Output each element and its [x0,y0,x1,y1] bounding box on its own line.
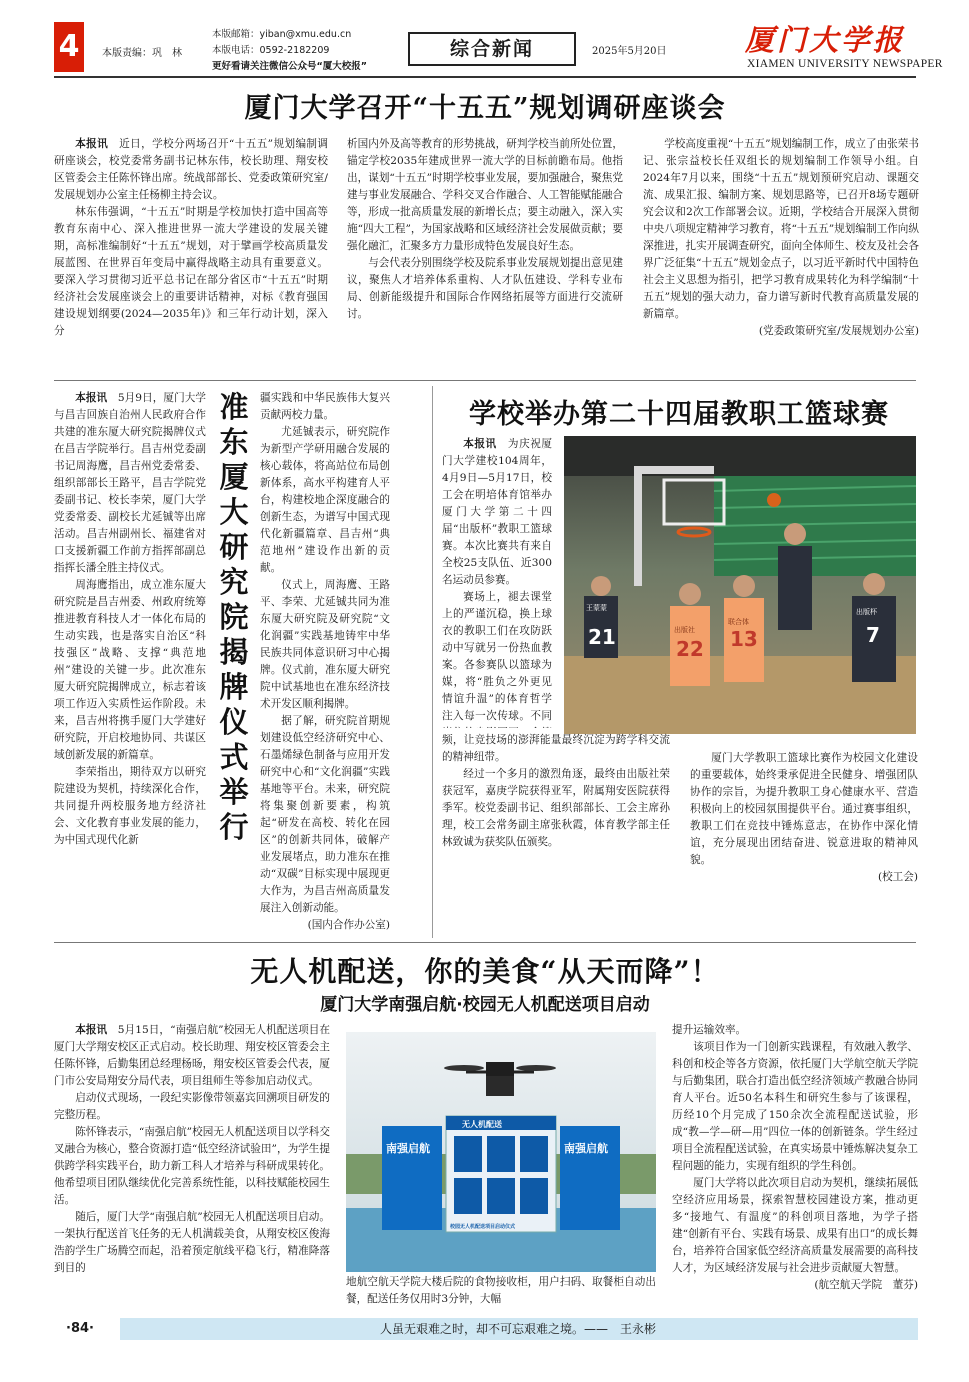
page-number-badge: 4 [54,22,84,72]
article3-right-p1: 厦门大学教职工篮球比赛作为校园文化建设的重要载体，始终秉承促进全民健身、增强团队协作的宗旨，为提升教职工身心健康水平、营造积极向上的校园氛围提供平台。通过赛事组织，教职工们在竞技中锤炼意志，在协作中深化情谊，充分展现出团结奋进、锐意进取的精神风貌。 [690,752,918,866]
article2-col1-p1: 5月9日，厦门大学与昌吉回族自治州人民政府合作共建的准东厦大研究院揭牌仪式在昌吉学院举行。昌吉州党委副书记周海鹰，昌吉州党委常委、组织部部长王路平，昌吉学院党委副书记、校长李荣，厦门大学党委常委、副校长尤延铖等出席活动。昌吉州副州长、福建省对口支援新疆工作前方指挥部副总指挥长潘全胜主持仪式。 [54,392,206,574]
article1-col3-p1: 学校高度重视“十五五”规划编制工作，成立了由张荣书记、张宗益校长任双组长的规划编制工作领导小组。自2024年7月以来，围绕“十五五”规划预研究启动、课题交流、成果汇报、编制方案、规划思路等，已召开8场专题研究会议和2次工作部署会议。近期，学校结合开展深入贯彻中央八项规定精神学习教育，将“十五五”规划编制工作向纵深推进，扎实开展调查研究，面向全体师生、校友及社会各界广泛征集“十五五”规划金点子，以习近平新时代中国特色社会主义思想为指引，把学习教育成果转化为科学编制“十五五”规划的强大动力，奋力谱写新时代教育高质量发展的新篇章。 [643,138,919,320]
jersey-text-2: 出版社 [674,626,695,634]
divider-1 [54,380,916,381]
section-title: 综合新闻 [408,32,576,66]
article3-lead: 本报讯 [463,438,497,450]
article4-col3-p1: 该项目作为一门创新实践课程，有效融入教学、科创和校企等各方资源，依托厦门大学航空航天学院与后勤集团，联合打造出低空经济领域产教融合协同育人平台。近50名本科生和研究生参与了该课程，历经10个月完成了150余次全流程配送试验，形成“教—学—研—用”四位一体的创新链条。学生经过项目全流程配送试验，在真实场景中锤炼解决复杂工程问题的能力，实现有组织的学生科创。 [672,1041,918,1172]
article2-col1-p3: 李荣指出，期待双方以研究院建设为契机，持续深化合作，共同提升两校服务地方经济社会、文化教育事业发展的能力，为中国式现代化新 [54,766,206,846]
drone-photo-image [346,1032,656,1272]
article3-left-p2: 赛场上，褪去课堂上的严谨沉稳，换上球衣的教职工们在攻防跃动中写就另一份热血教案。各参赛队以篮球为媒，将“胜负之外更见情谊升温”的体育哲学注入每一次传球。不同 [442,591,552,722]
jersey-13: 13 [730,627,758,651]
footer-quote: 人虽无艰难之时，却不可忘艰难之境。—— 王永彬 [379,1322,656,1336]
article3-credit: (校工会) [877,871,918,883]
article4-headline: 无人机配送，你的美食“从天而降”！ [250,955,720,988]
basketball-photo-image [564,436,916,734]
kiosk-subtitle: 校园无人机配送项目启动仪式 [450,1224,516,1230]
article4-col1-p3: 陈怀锋表示，“南强启航”校园无人机配送项目以学科交叉融合为核心，整合资源打造“低空经济试验田”，为学生提供跨学科实践平台，助力新工科人才培养与科研成果转化。他希望项目团队继续优化完善系统性能，以科技赋能校园生活。 [54,1126,330,1206]
article1-credit: (党委政策研究室/发展规划办公室) [758,325,919,337]
article4-column-3 [672,1022,918,1314]
article4-lead: 本报讯 [75,1024,108,1036]
basketball-photo [564,436,916,734]
article1-column-1 [54,136,328,376]
article2-headline: 准东厦大研究院揭牌仪式举行 [219,390,249,844]
divider-2 [54,942,916,943]
article3-bottom-p2: 经过一个多月的激烈角逐，最终由出版社荣获冠军，嘉庚学院获得亚军，附属翔安医院获得季军。校党委副书记、组织部部长、工会主席孙理，校工会常务副主席张秋霞，体育教学部主任林致诚为获奖队伍颁奖。 [442,768,670,848]
kiosk-label-center: 无人机配送 [462,1120,502,1129]
jersey-text-4: 出版杯 [856,608,877,616]
article1-headline: 厦门大学召开“十五五”规划调研座谈会 [244,93,726,124]
article4-credit: (航空航天学院 董芬) [814,1279,918,1291]
article2-col2-p1: 疆实践和中华民族伟大复兴贡献两校力量。 [260,392,390,421]
masthead-logo: 厦门大学报 [745,23,906,57]
article4-column-1 [54,1022,330,1314]
kiosk-label-right: 南强启航 [564,1142,608,1155]
contact-phone: 本版电话：0592-2182209 [212,45,330,56]
jersey-text-3: 联合体 [728,618,749,626]
article3-column-left [442,436,552,728]
article3-column-bottom [442,732,670,938]
contact-info [212,27,367,75]
article3-headline: 学校举办第二十四届教职工篮球赛 [469,399,889,430]
header-rule [54,76,916,78]
jersey-21: 21 [588,625,616,649]
article1-lead: 本报讯 [75,138,109,150]
kiosk-label-left: 南强启航 [386,1142,430,1155]
wechat-note: 更好看请关注微信公众号“厦大校报” [212,61,367,72]
article2-column-1 [54,390,206,938]
drone-photo-caption: 地航空航天学院大楼后院的食物接收柜，用户扫码、取餐柜自动出餐，配送任务仅用时3分钟，大幅 [346,1276,656,1305]
article2-credit: (国内合作办公室) [307,919,390,931]
article2-col2-p4: 据了解，研究院首期规划建设低空经济研究中心、石墨烯绿色制备与应用开发研究中心和“文化润疆”实践基地等平台。未来，研究院将集聚创新要素，构筑起“研发在高校、转化在园区”的创新共同体，破解产业发展堵点，助力准东在推动“双碳”目标实现中展现更大作为，为昌吉州高质量发展注入创新动能。 [260,715,390,914]
issue-date: 2025年5月20日 [592,46,667,57]
article2-col1-p2: 周海鹰指出，成立准东厦大研究院是昌吉州委、州政府统筹推进教育科技人才一体化布局的生动实践，也是落实自治区“科技强区”战略、支撑“典范地州”建设的关键一步。此次准东厦大研究院揭牌成立，标志着该项工作迈入实质性运作阶段。未来，昌吉州将携手厦门大学建好研究院，开启校地协同、共谋区域创新发展的新篇章。 [54,579,206,761]
article2-column-2 [260,390,390,938]
article4-column-2 [346,1274,656,1314]
footer-page-number: ·84· [40,1318,120,1340]
article1-col1-p2: 林东伟强调，“十五五”时期是学校加快打造中国高等教育东南中心、深入推进世界一流大学建设的发展关键期，高标准编制好“十五五”规划，对于擘画学校高质量发展蓝图、在世界百年变局中赢得战略主动具有重要意义。要深入学习贯彻习近平总书记在部分省区市“十五五”时期经济社会发展座谈会上的重要讲话精神，对标《教育强国建设规划纲要(2024—2035年)》和三年行动计划，深入分 [54,206,328,337]
contact-email: 本版邮箱：yiban@xmu.edu.cn [212,29,352,40]
article4-subheadline: 厦门大学南强启航·校园无人机配送项目启动 [320,995,650,1015]
article1-column-3 [643,136,919,376]
article1-col1-p1: 近日，学校分两场召开“十五五”规划编制调研座谈会，校党委常务副书记林东伟，校长助理、翔安校区管委会主任陈怀锋出席。统战部部长、党委政策研究室/发展规划办公室主任杨柳主持会议。 [54,138,328,201]
article4-col1-p1: 5月15日，“南强启航”校园无人机配送项目在厦门大学翔安校区正式启动。校长助理、翔安校区管委会主任陈怀锋，后勤集团总经理杨旸，翔安校区管委会代表，厦门市公安局翔安分局代表，项目组师生等参加启动仪式。 [54,1024,330,1087]
article3-bottom-p1: 频，让竞技场的澎湃能量最终沉淀为跨学科交流的精神纽带。 [442,734,670,763]
jersey-7: 7 [866,623,880,647]
divider-vertical [432,386,433,938]
jersey-22: 22 [676,637,704,661]
article1-col2-p1: 析国内外及高等教育的形势挑战，研判学校当前所处位置，锚定学校2035年建成世界一流大学的目标前瞻布局。他指出，谋划“十五五”时期学校事业发展，要加强融合，聚焦党建与事业发展融合、学科交叉合作融合、人工智能赋能融合等，形成一批高质量发展的新增长点；要主动融入，深入实施“四大工程”，为国家战略和区域经济社会发展做贡献；要强化融汇，汇聚多方力量形成特色发展良好生态。 [347,138,623,252]
article4-col3-p2: 厦门大学将以此次项目启动为契机，继续拓展低空经济应用场景，探索智慧校园建设方案，推动更多“接地气、有温度”的科创项目落地，为学子搭建“创新有平台、实践有场景、成果有出口”的成长舞台，培养符合国家低空经济高质量发展需要的高科技人才，为区域经济发展与社会进步贡献厦大智慧。 [672,1177,918,1274]
masthead-english: XIAMEN UNIVERSITY NEWSPAPER [747,58,943,70]
article2-col2-p3: 仪式上，周海鹰、王路平、李荣、尤延铖共同为准东厦大研究院及研究院“文化润疆”实践基地铸牢中华民族共同体意识研习中心揭牌。仪式前，准东厦大研究院中试基地也在准东经济技术开发区顺利揭牌。 [260,579,390,710]
drone-photo [346,1032,656,1272]
page-editor: 本版责编：巩 林 [102,48,182,59]
article1-col2-p2: 与会代表分别围绕学校及院系事业发展规划提出意见建议，聚焦人才培养体系重构、人才队伍建设、学科专业布局、创新能级提升和国际合作网络拓展等方面进行交流研讨。 [347,257,623,320]
article4-col3-p0: 提升运输效率。 [672,1024,747,1036]
article3-column-right [690,750,918,938]
article2-lead: 本报讯 [75,392,108,404]
article4-col1-p2: 启动仪式现场，一段纪实影像带领嘉宾回溯项目研发的完整历程。 [54,1092,330,1121]
article2-col2-p2: 尤延铖表示，研究院作为新型产学研用融合发展的核心载体，将高站位布局创新体系，高水平构建育人平台，构建校地企深度融合的创新生态，为谱写中国式现代化新疆篇章、昌吉州“典范地州”建设作出新的贡献。 [260,426,390,574]
article3-left-p1: 为庆祝厦门大学建校104周年，4月9日—5月17日，校工会在明培体育馆举办厦门大学第二十四届“出版杯”教职工篮球赛。本次比赛共有来自全校25支队伍、近300名运动员参赛。 [442,438,552,586]
jersey-text-1: 王蒙蒙 [586,604,607,612]
article1-column-2 [347,136,623,376]
article4-col1-p4: 随后，厦门大学“南强启航”校园无人机配送项目启动。一架执行配送首飞任务的无人机满载美食，从翔安校区俊海浩韵学生广场腾空而起，沿着预定航线平稳飞行，精准降落到目的 [54,1211,330,1274]
